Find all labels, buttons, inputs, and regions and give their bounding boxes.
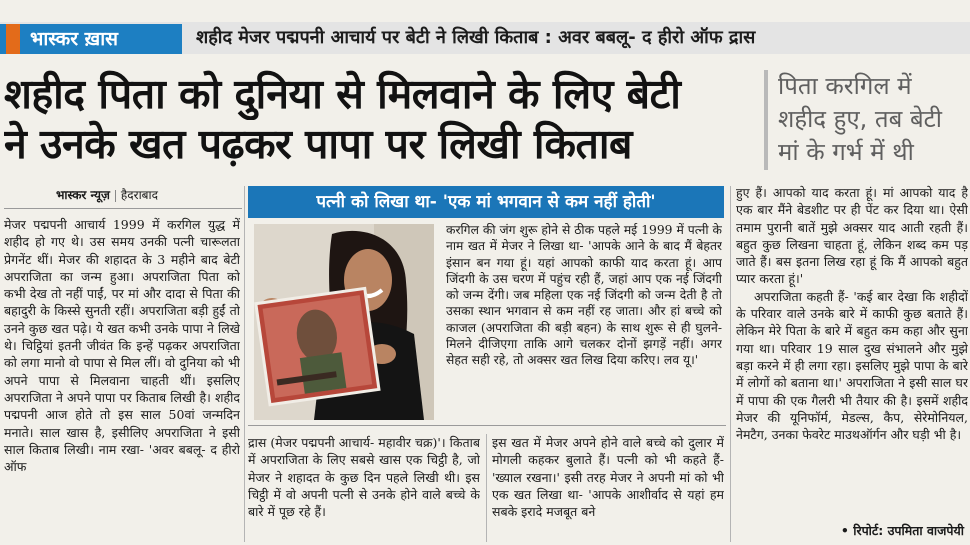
section-title: शहीद मेजर पद्मपनी आचार्य पर बेटी ने लिखी किताब : अवर बबलू- द हीरो ऑफ द्रास bbox=[196, 27, 756, 48]
dateline-rule bbox=[4, 208, 242, 209]
quote-box-rule bbox=[248, 425, 726, 426]
column-3-text: इस खत में मेजर अपने होने वाले बच्चे को दुलार में मोगली कहकर बुलाते हैं। पत्नी को भी कहते हैं- 'ख्याल रखना।' इसी तरह मेजर ने अपनी मां को भी एक खत लिखा था- 'आपके आशीर्वाद से यहां हम सबके इरादे मजबूत बने bbox=[492, 435, 724, 520]
article-column-3 bbox=[492, 434, 724, 542]
report-credit: • रिपोर्ट: उपमिता वाजपेयी bbox=[840, 523, 964, 538]
column-1-text: मेजर पद्मपनी आचार्य 1999 में करगिल युद्ध में शहीद हो गए थे। उस समय उनकी पत्नी चारूलता प्रेगनेंट थीं। मेजर की शहादत के 3 महीने बाद बेटी अपराजिता का जन्म हुआ। अपराजिता पिता को कभी देख तो नहीं पाईं, पर मां और दादा से पिता की बहादुरी के किस्से सुनती रहीं। अपराजिता बड़ी हुईं तो उनने कुछ खत पढ़े। ये खत कभी उनके पापा ने लिखे थे। चिट्ठियां इतनी जीवंत कि इन्हें पढ़कर अपराजिता को लगा मानो वो पापा से मिल लीं। वो दुनिया को भी अपने पापा से मिलवाना चाहती थीं। इसलिए अपराजिता ने अपने पापा पर किताब लिखी है। शहीद पद्मपनी आज होते तो इस साल 50वां जन्मदिन मनाते। साल खास है, इसीलिए अपराजिता ने इसी साल किताब लिखी। नाम रखा- 'अवर बबलू- द हीरो ऑफ bbox=[4, 217, 240, 475]
side-deck-rule bbox=[764, 70, 768, 170]
column-4-paragraph-2: अपराजिता कहती हैं- 'कई बार देखा कि शहीदों के परिवार वाले उनके बारे में काफी कुछ बताते हैं। लेकिन मेरे पिता के बारे में बहुत कम कहा और सुना गया था। परिवार 19 साल दुख संभालने और मुझे बड़ा करने में ही लगा रहा। इसलिए मुझे पापा के बारे में लोगों को बताना था।' अपराजिता ने इसी साल घर में पापा की एक गैलरी भी तैयार की है। इसमें शहीद मेजर की यूनिफॉर्म, मेडल्स, कैप, सेरेमोनियल, नेमटैग, उनका फेवरेट माउथऑर्गन और घड़ी भी है। bbox=[736, 288, 968, 443]
quote-text: करगिल की जंग शुरू होने से ठीक पहले मई 1999 में पत्नी के नाम खत में मेजर ने लिखा था- 'आपके आने के बाद मैं बेहतर इंसान बन गया हूं। यहां आपको काफी याद करता हूं। आप जिंदगी के उस चरण में पहुंच रही हैं, जहां आप एक नई जिंदगी को जन्म देंगी। जब महिला एक नई जिंदगी को जन्म देती है तो उसका स्थान भगवान से कम नहीं रह जाता। और हां बच्चे को काजल (अपराजिता की बड़ी बहन) के साथ शुरू से ही घुलने-मिलने दीजिएगा ताकि आगे चलकर दोनों झगड़ें नहीं। अगर सेहत सही रहे, तो अक्सर खत लिख दिया करिए। लव यू।' bbox=[446, 223, 722, 368]
article-column-2 bbox=[248, 434, 480, 542]
brand-accent-bar bbox=[6, 24, 20, 54]
photo-girl-holding-book bbox=[254, 224, 434, 420]
dateline-agency: भास्कर न्यूज़ bbox=[56, 188, 110, 202]
side-deck-line-1: पिता करगिल में bbox=[778, 72, 912, 100]
column-2-text: द्रास (मेजर पद्मपनी आचार्य- महावीर चक्र)'। किताब में अपराजिता के लिए सबसे खास एक चिट्ठी है, जो मेजर ने शहादत के कुछ दिन पहले लिखी थी। इस चिट्ठी में वो अपनी पत्नी से उनके होने वाले बच्चे के बारे में पूछ रहे हैं। bbox=[248, 435, 480, 520]
photo-illustration bbox=[254, 224, 434, 420]
side-deck-line-3: मां के गर्भ में थी bbox=[778, 138, 914, 166]
column-divider bbox=[244, 186, 245, 542]
column-4-paragraph-1: हुए हैं। आपको याद करता हूं। मां आपको याद है एक बार मैंने बेडशीट पर ही पेंट कर दिया था। ऐसी तमाम पुरानी बातें मुझे अक्सर याद आती रहती हैं। बहुत कुछ लिखना चाहता हूं, लेकिन शब्द कम पड़ जाते हैं। बस इतना लिख रहा हूं कि मैं आपको बहुत प्यार करता हूं।' bbox=[736, 185, 968, 287]
quote-text-block bbox=[446, 222, 722, 420]
dateline bbox=[56, 186, 246, 206]
dateline-city: हैदराबाद bbox=[120, 188, 159, 202]
article-column-4 bbox=[736, 184, 968, 524]
headline-line-2: ने उनके खत पढ़कर पापा पर लिखी किताब bbox=[4, 120, 632, 168]
column-divider bbox=[730, 186, 731, 542]
section-brand: भास्कर ख़ास bbox=[0, 24, 182, 54]
column-divider bbox=[486, 434, 487, 542]
headline-line-1: शहीद पिता को दुनिया से मिलवाने के लिए बेटी bbox=[4, 70, 681, 118]
quote-heading: पत्नी को लिखा था- 'एक मां भगवान से कम नहीं होती' bbox=[248, 186, 724, 218]
dateline-separator bbox=[115, 190, 116, 202]
article-column-1 bbox=[4, 216, 240, 542]
side-deck-line-2: शहीद हुए, तब बेटी bbox=[778, 105, 942, 133]
